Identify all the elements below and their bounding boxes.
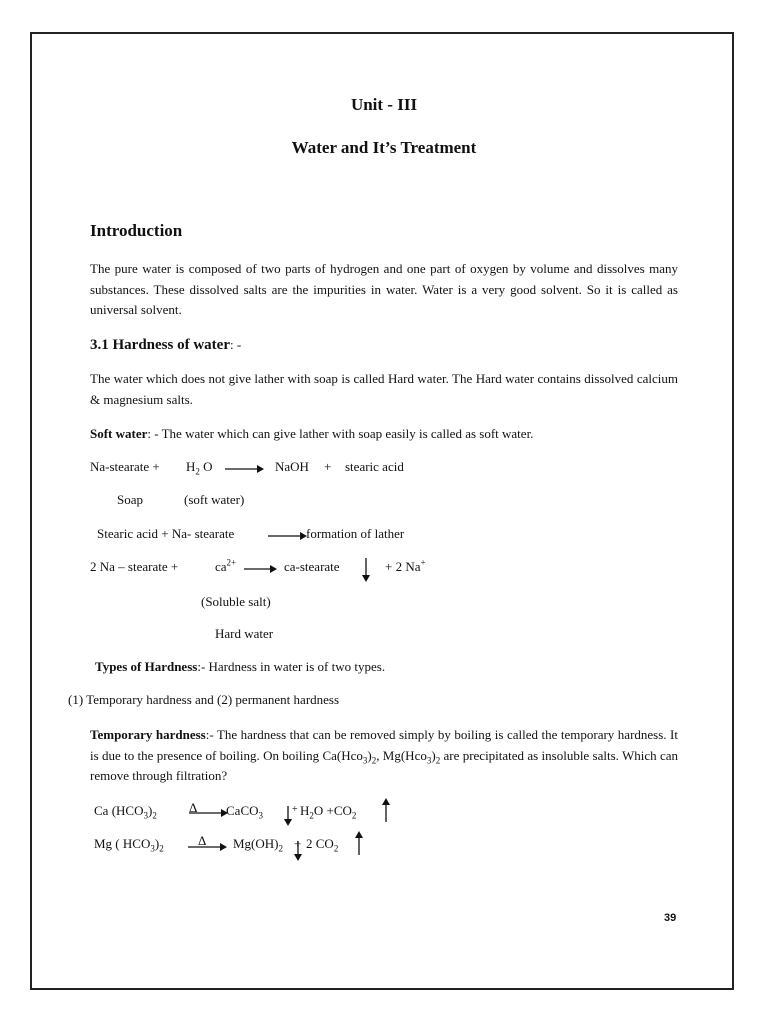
- eq-ca-sub: 3: [143, 810, 148, 821]
- reaction1-plus: +: [324, 459, 332, 474]
- reaction3-ion-charge: 2+: [226, 557, 237, 568]
- reaction1-h: H: [186, 459, 196, 474]
- section-heading-bold: 3.1 Hardness of water: [90, 337, 230, 353]
- gas-up-arrow-icon: [353, 830, 365, 856]
- temporary-text: are precipitated as insoluble salts. Which can remove through filtration?: [90, 747, 678, 783]
- reaction3-rhs-text: + 2 Na: [385, 559, 421, 574]
- section-heading: [90, 337, 241, 354]
- eq-mg-plus: +: [294, 836, 302, 851]
- gas-up-arrow-icon: [380, 797, 392, 823]
- intro-heading: Introduction: [90, 221, 183, 240]
- soft-water-text: : - The water which can give lather with soap easily is called as soft water.: [147, 426, 534, 441]
- types-list: (1) Temporary hardness and (2) permanent hardness: [68, 692, 340, 707]
- eq-ca-sub: 3: [258, 810, 263, 821]
- reaction3-rhs-charge: +: [420, 557, 426, 568]
- page-number: 39: [664, 912, 677, 924]
- reaction3-ion: [215, 559, 236, 575]
- eq-mg-lhs-close: ): [154, 836, 160, 851]
- soft-water-label: Soft water: [90, 426, 148, 441]
- eq-ca-lhs: [94, 803, 157, 819]
- eq-mg-sub: 2: [333, 843, 339, 854]
- page-title: Water and It’s Treatment: [291, 138, 477, 157]
- eq-ca-sub: 2: [152, 810, 157, 821]
- eq-ca-water-tail: O +CO: [313, 803, 352, 818]
- eq-ca-sub: 2: [309, 810, 314, 821]
- reaction-arrow-icon: [187, 840, 227, 854]
- reaction1-product1: NaOH: [275, 459, 309, 474]
- hardness-paragraph: The water which does not give lather with soap is called Hard water. The Hard water contains dissolved calcium & magnesium salts.: [90, 371, 678, 407]
- eq-ca-delta: Δ: [189, 800, 198, 815]
- reaction1-note-soft-water: (soft water): [184, 492, 245, 507]
- reaction3-product: ca-stearate: [284, 559, 340, 574]
- eq-ca-product-text: CaCO: [226, 803, 259, 818]
- reaction-arrow-icon: [243, 562, 277, 576]
- temporary-sub: 3: [362, 755, 368, 766]
- section-heading-rest: : -: [229, 337, 242, 352]
- reaction1-reactant2: [186, 459, 213, 475]
- reaction3-note-soluble: (Soluble salt): [201, 594, 271, 609]
- eq-mg-delta: Δ: [198, 833, 207, 848]
- unit-heading: Unit - III: [350, 95, 418, 114]
- reaction-arrow-icon: [188, 806, 228, 820]
- eq-mg-product-text: Mg(OH): [233, 836, 279, 851]
- temporary-text: ): [431, 747, 436, 763]
- eq-ca-sub: 2: [351, 810, 357, 821]
- eq-mg-sub: 3: [150, 843, 155, 854]
- types-label: Types of Hardness: [95, 659, 198, 674]
- reaction3-rhs: [385, 559, 426, 575]
- eq-ca-lhs-close: ): [147, 803, 153, 818]
- reaction-arrow-icon: [224, 462, 264, 476]
- eq-mg-sub: 2: [159, 843, 164, 854]
- eq-ca-lhs-text: Ca (HCO: [94, 803, 144, 818]
- reaction3-lhs: 2 Na – stearate +: [90, 559, 179, 574]
- temporary-text: :- The hardness that can be removed simply by boiling is called the temporary hardness. It is due to the presence of boiling. On boiling Ca(Hco: [90, 727, 678, 763]
- temporary-text: , Mg(Hco: [376, 747, 427, 763]
- reaction3-note-hard-water: Hard water: [215, 626, 274, 641]
- types-line: [95, 659, 385, 675]
- eq-mg-lhs: [94, 836, 164, 852]
- soft-water-line: [90, 426, 533, 442]
- eq-ca-water: [300, 803, 356, 819]
- precipitate-down-arrow-icon: [360, 557, 372, 583]
- eq-ca-product: [226, 803, 263, 819]
- eq-mg-product: [233, 836, 283, 852]
- temporary-sub: 2: [371, 755, 377, 766]
- reaction1-note-soap: Soap: [117, 492, 143, 507]
- eq-ca-water-h: H: [300, 803, 310, 818]
- eq-mg-co2: [306, 836, 338, 852]
- eq-mg-sub: 2: [278, 843, 283, 854]
- eq-ca-plus: +: [292, 804, 298, 815]
- intro-paragraph: The pure water is composed of two parts of hydrogen and one part of oxygen by volume and dissolves many substances. These dissolved salts are the impurities in water. Water is a very good solvent. So it is called as universal solvent.: [90, 261, 678, 317]
- types-text: :- Hardness in water is of two types.: [197, 659, 386, 674]
- eq-mg-lhs-text: Mg ( HCO: [94, 836, 151, 851]
- reaction1-o: O: [199, 459, 213, 474]
- temporary-paragraph: [90, 725, 678, 787]
- reaction1-h-sub: 2: [195, 466, 200, 477]
- temporary-sub: 3: [426, 755, 432, 766]
- temporary-label: Temporary hardness: [90, 727, 206, 742]
- reaction3-ion-text: ca: [215, 559, 227, 574]
- temporary-sub: 2: [435, 755, 441, 766]
- eq-mg-co2-text: 2 CO: [306, 836, 334, 851]
- reaction1-reactant1: Na-stearate +: [90, 459, 160, 474]
- reaction-arrow-icon: [267, 529, 307, 543]
- reaction2-rhs: formation of lather: [306, 526, 405, 541]
- reaction2-lhs: Stearic acid + Na- stearate: [97, 526, 235, 541]
- temporary-text: ): [367, 747, 372, 763]
- reaction1-product2: stearic acid: [345, 459, 404, 474]
